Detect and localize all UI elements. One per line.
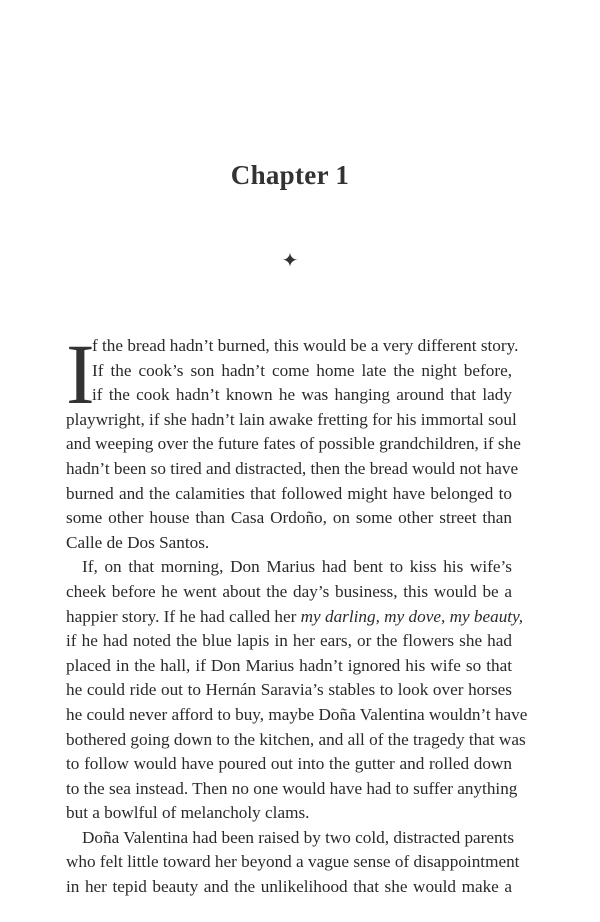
text-line: If the cook’s son hadn’t come home late the night before, [92,360,512,380]
drop-cap: I [66,326,95,422]
chapter-title: Chapter 1 [230,160,350,190]
text-line: Calle de Dos Santos. [66,532,210,552]
text-line: to the sea instead. Then no one would have had to suffer anything [66,778,518,798]
body-text [66,326,528,900]
text-line: bothered going down to the kitchen, and all of the tragedy that was [66,729,526,749]
text-line: if he had noted the blue lapis in her ears, or the flowers she had [66,631,512,651]
text-segment: happier story. If he had called her [66,606,301,626]
italic-phrase: my darling, my dove, my beauty, [300,606,524,626]
text-line: cheek before he went about the day’s business, this would be a [66,581,512,601]
text-line: burned and the calamities that followed might have belonged to [66,483,512,503]
text-line: some other house than Casa Ordoño, on some other street than [66,508,512,528]
text-line: in her tepid beauty and the unlikelihood that she would make a [66,877,512,897]
text-line: placed in the hall, if Don Marius hadn’t ignored his wife so that [66,655,512,675]
text-line: f the bread hadn’t burned, this would be a very different story. [92,336,519,355]
text-line: If, on that morning, Don Marius had bent to kiss his wife’s [82,557,512,577]
text-line [66,605,524,630]
text-line: to follow would have poured out into the gutter and rolled down [66,754,512,774]
text-line: but a bowlful of melancholy clams. [66,803,310,823]
text-line: he could ride out to Hernán Saravia’s stables to look over horses [66,680,512,700]
text-line: if the cook hadn’t known he was hanging around that lady [92,385,512,405]
text-line: who felt little toward her beyond a vague sense of disappointment [66,852,520,872]
text-line: Doña Valentina had been raised by two cold, distracted parents [82,827,515,847]
text-line: he could never afford to buy, maybe Doña Valentina wouldn’t have [66,704,528,724]
ornament-icon: ✦ [281,250,299,272]
text-line: and weeping over the future fates of possible grandchildren, if she [66,434,521,454]
text-line: hadn’t been so tired and distracted, then the bread would not have [66,458,519,478]
text-line: playwright, if she hadn’t lain awake fretting for his immortal soul [66,409,517,429]
